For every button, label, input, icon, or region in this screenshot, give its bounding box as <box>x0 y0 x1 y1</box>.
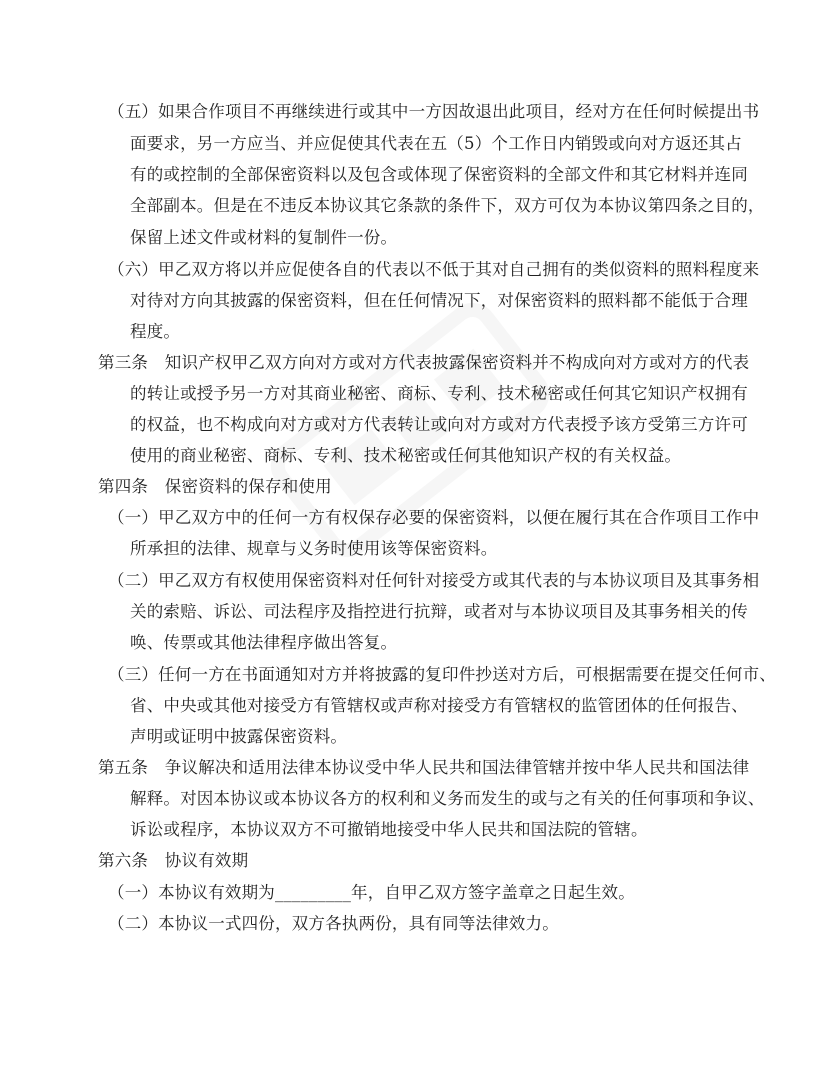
text-line: （六）甲乙双方将以并应促使各自的代表以不低于其对自己拥有的类似资料的照料程度来 <box>108 260 760 279</box>
text-line: （五）如果合作项目不再继续进行或其中一方因故退出此项目，经对方在任何时候提出书 <box>108 102 760 121</box>
text-line: 的转让或授予另一方对其商业秘密、商标、专利、技术秘密或任何其它知识产权拥有 <box>130 384 748 403</box>
text-line: （二）甲乙双方有权使用保密资料对任何针对接受方或其代表的与本协议项目及其事务相 <box>108 571 760 590</box>
text-line: 全部副本。但是在不违反本协议其它条款的条件下，双方可仅为本协议第四条之目的， <box>130 196 765 215</box>
text-line: （二）本协议一式四份，双方各执两份，具有同等法律效力。 <box>108 914 559 933</box>
article-heading: 第三条 知识产权甲乙双方向对方或对方代表披露保密资料并不构成向对方或对方的代表 <box>98 353 750 372</box>
text-line: 使用的商业秘密、商标、专利、技术秘密或任何其他知识产权的有关权益。 <box>130 446 682 465</box>
text-line: 省、中央或其他对接受方有管辖权或声称对接受方有管辖权的监管团体的任何报告、 <box>130 696 748 715</box>
text-line: （一）甲乙双方中的任何一方有权保存必要的保密资料，以便在履行其在合作项目工作中 <box>108 508 760 527</box>
text-line: （三）任何一方在书面通知对方并将披露的复印件抄送对方后，可根据需要在提交任何市、 <box>108 665 776 684</box>
text-line: 面要求，另一方应当、并应促使其代表在五（5）个工作日内销毁或向对方返还其占 <box>130 134 742 153</box>
text-line: 保留上述文件或材料的复制件一份。 <box>130 228 398 247</box>
text-line: 有的或控制的全部保密资料以及包含或体现了保密资料的全部文件和其它材料并连同 <box>130 165 748 184</box>
text-line: 解释。对因本协议或本协议各方的权利和义务而发生的或与之有关的任何事项和争议、 <box>130 789 765 808</box>
text-line: （一）本协议有效期为_________年，自甲乙双方签字盖章之日起生效。 <box>108 883 635 902</box>
text-line: 声明或证明中披露保密资料。 <box>130 727 348 746</box>
article-heading: 第五条 争议解决和适用法律本协议受中华人民共和国法律管辖并按中华人民共和国法律 <box>98 758 750 777</box>
article-heading: 第四条 保密资料的保存和使用 <box>98 477 332 496</box>
text-line: 唤、传票或其他法律程序做出答复。 <box>130 633 398 652</box>
text-line: 对待对方向其披露的保密资料，但在任何情况下，对保密资料的照料都不能低于合理 <box>130 291 748 310</box>
text-line: 关的索赔、诉讼、司法程序及指控进行抗辩，或者对与本协议项目及其事务相关的传 <box>130 602 748 621</box>
text-line: 所承担的法律、规章与义务时使用该等保密资料。 <box>130 539 498 558</box>
article-heading: 第六条 协议有效期 <box>98 851 249 870</box>
text-line: 诉讼或程序，本协议双方不可撤销地接受中华人民共和国法院的管辖。 <box>130 820 648 839</box>
text-line: 程度。 <box>130 322 181 341</box>
text-line: 的权益，也不构成向对方或对方代表转让或向对方或对方代表授予该方受第三方许可 <box>130 415 748 434</box>
